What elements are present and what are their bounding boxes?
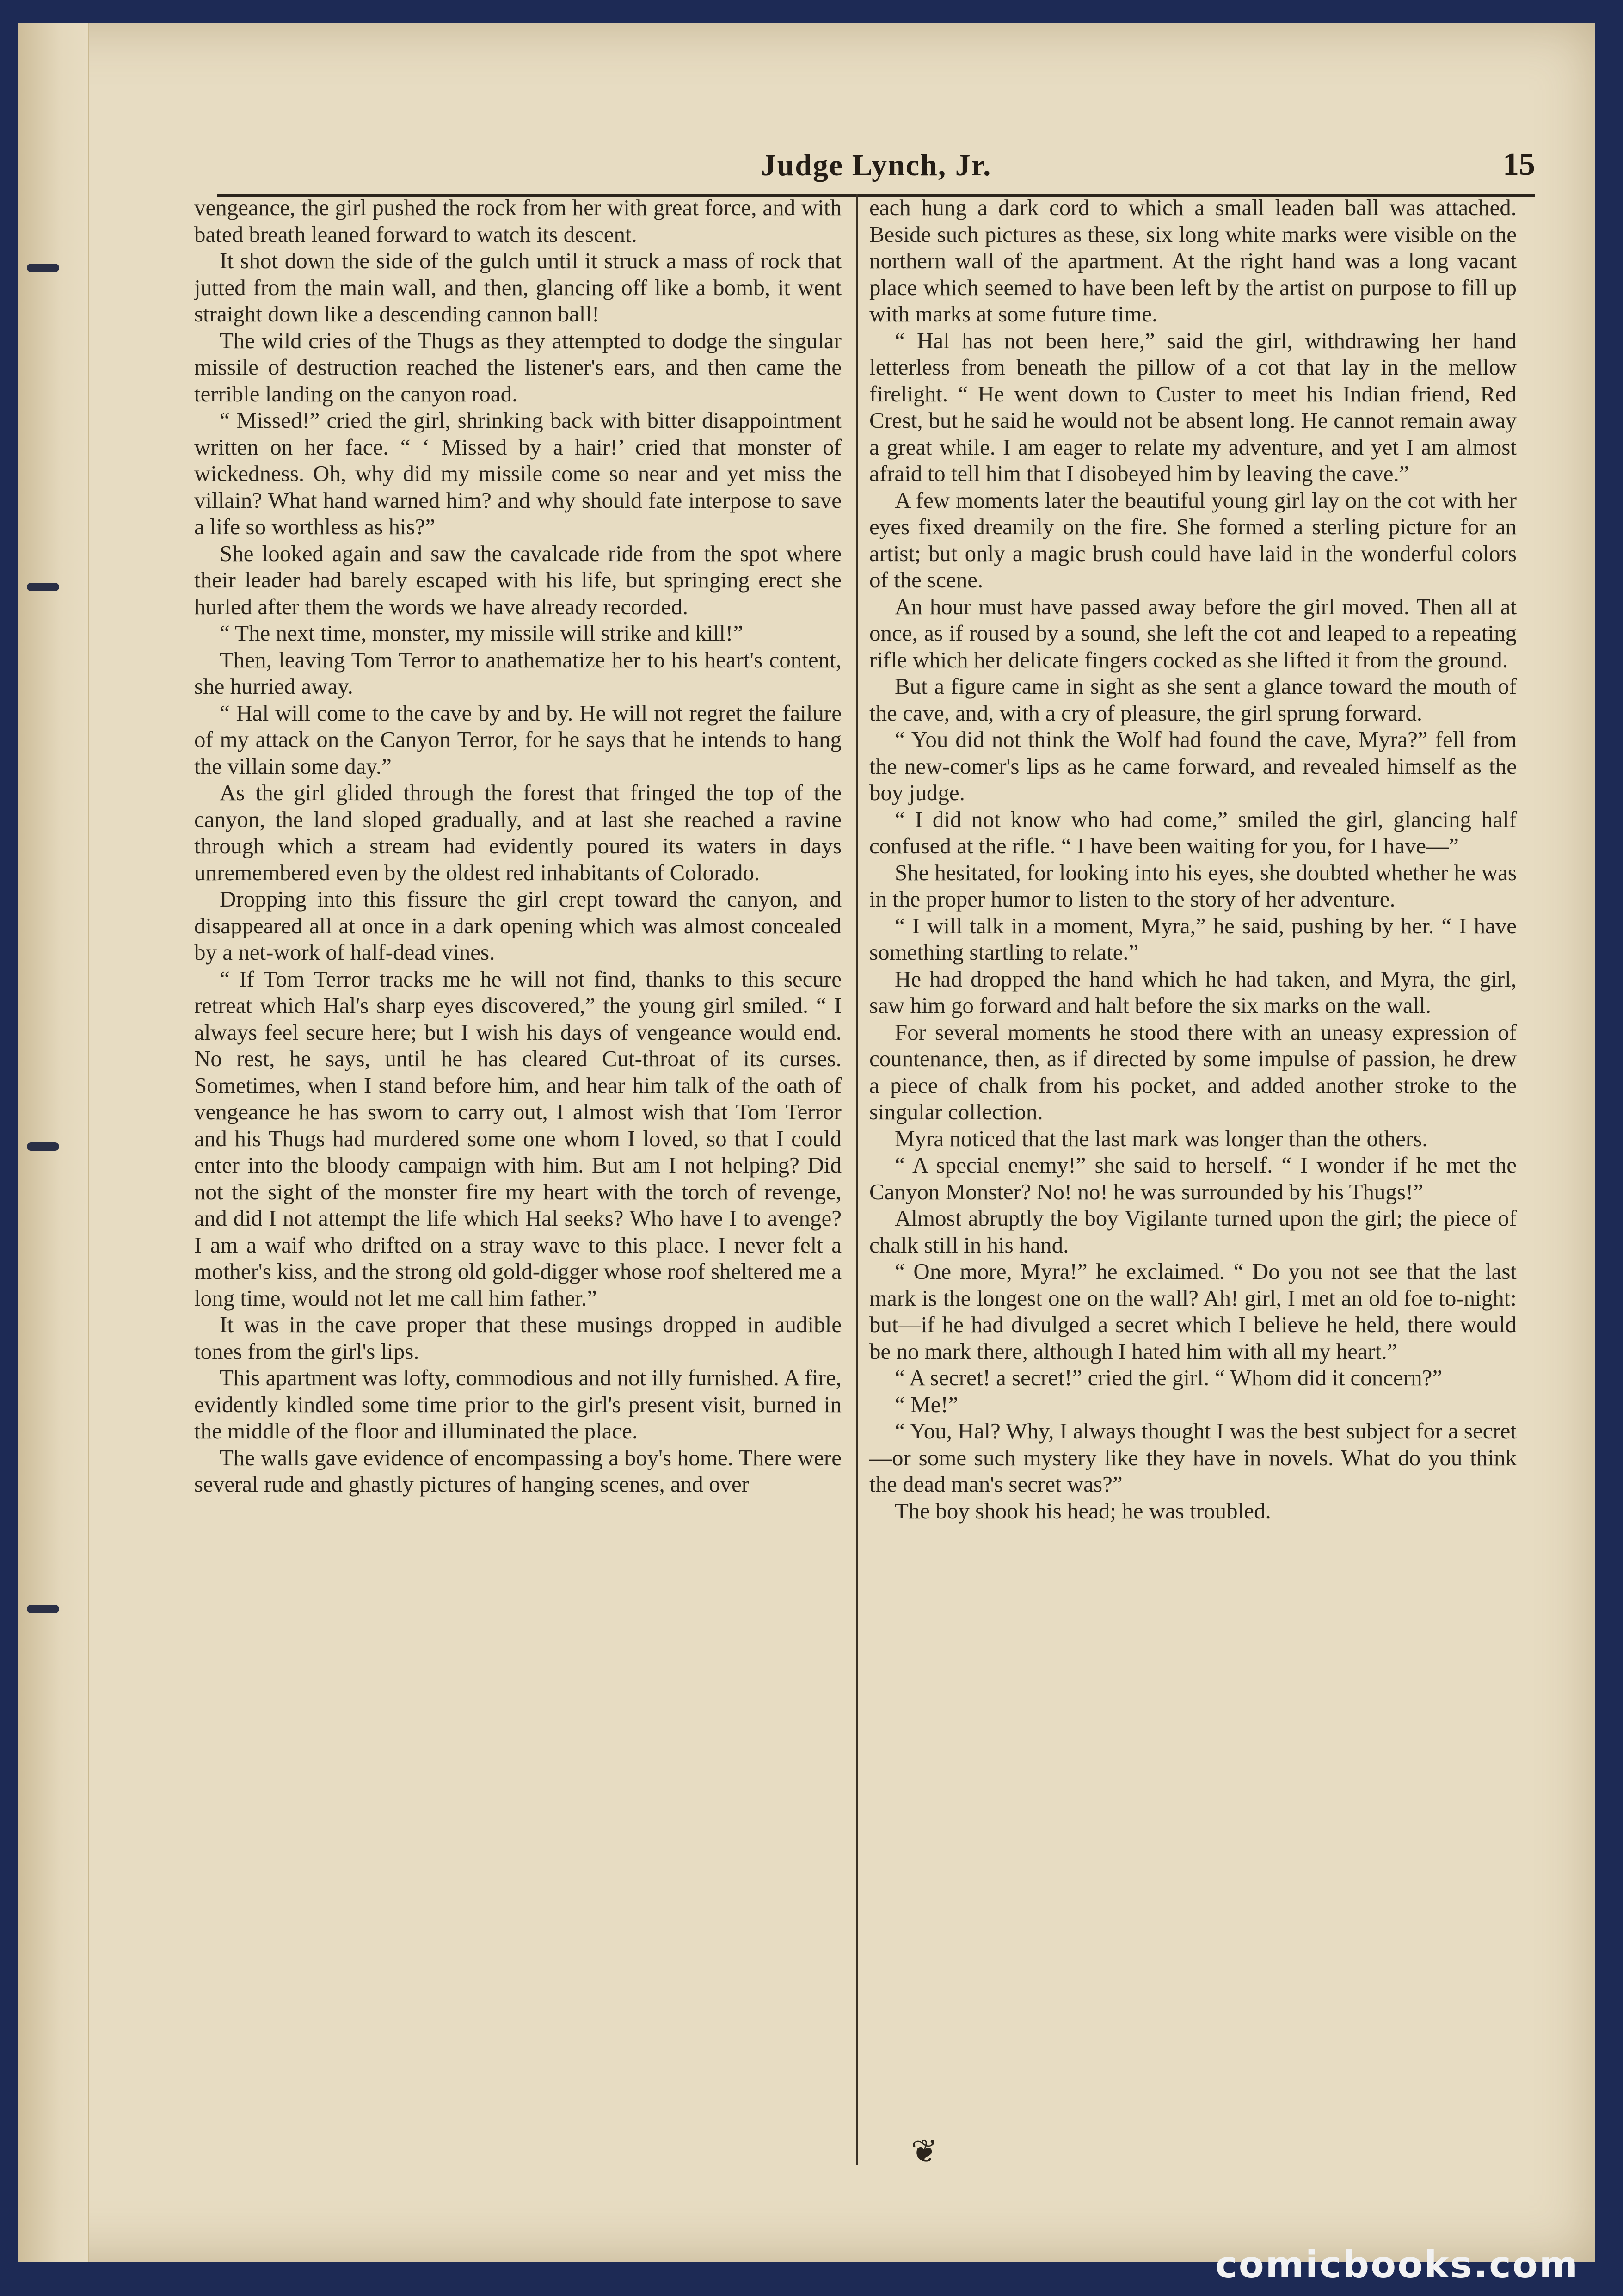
running-title: Judge Lynch, Jr. (761, 148, 992, 182)
binding-hole (27, 264, 59, 272)
paragraph: “ I will talk in a moment, Myra,” he said, pushing by her. “ I have something startling to relate.” (869, 913, 1517, 965)
paragraph: “ You did not think the Wolf had found the cave, Myra?” fell from the new-comer's lips as he came forward, and revealed himself as the boy judge. (869, 727, 1517, 805)
paragraph: “ I did not know who had come,” smiled the girl, glancing half confused at the rifle. “ I have been waiting for you, for I have—” (869, 806, 1517, 858)
page-header (217, 139, 1535, 197)
binding-hole (27, 583, 59, 591)
paragraph: “ Hal has not been here,” said the girl, withdrawing her hand letterless from beneath the pillow of a cot that lay in the mellow firelight. “ He went down to Custer to meet his Indian friend, Red Crest, but he said he would not be absent long. He cannot remain away a great while. I am eager to relate my adventure, and yet I am almost afraid to tell him that I disobeyed him by leaving the cave.” (869, 327, 1517, 486)
printer-ornament-icon: ❦ (911, 2132, 938, 2170)
paragraph: But a figure came in sight as she sent a glance toward the mouth of the cave, and, with a cry of pleasure, the girl sprung forward. (869, 673, 1517, 726)
paragraph: The wild cries of the Thugs as they attempted to dodge the singular missile of destruction reached the listener's ears, and then came the terrible landing on the canyon road. (194, 327, 842, 407)
paragraph: “ Me!” (895, 1391, 959, 1417)
paragraph: “ Missed!” cried the girl, shrinking back with bitter disappointment written on her face. “ ‘ Missed by a hair!’ cried that monster of wickedness. Oh, why did my missile come so near and yet miss the villain? What hand warned him? and why should fate interpose to save a life so worthless as his?” (194, 407, 842, 539)
paragraph: An hour must have passed away before the girl moved. Then all at once, as if roused by a sound, she left the cot and leaped to a repeating rifle which her delicate fingers cocked as she lifted it from the ground. (869, 593, 1517, 673)
paragraph: vengeance, the girl pushed the rock from her with great force, and with bated breath leaned forward to watch its descent. (194, 195, 842, 247)
paragraph: “ A secret! a secret!” cried the girl. “ Whom did it concern?” (895, 1365, 1443, 1390)
column-divider (856, 194, 858, 2165)
page-spine (18, 23, 89, 2262)
paragraph: The boy shook his head; he was troubled. (895, 1498, 1271, 1524)
paragraph: Almost abruptly the boy Vigilante turned upon the girl; the piece of chalk still in his hand. (869, 1205, 1517, 1258)
paragraph: A few moments later the beautiful young girl lay on the cot with her eyes fixed dreamily on the fire. She formed a sterling picture for an artist; but only a magic brush could have laid in the wonderful colors of the scene. (869, 487, 1517, 593)
paragraph: She hesitated, for looking into his eyes, she doubted whether he was in the proper humor to listen to the story of her adventure. (869, 859, 1517, 912)
paragraph: He had dropped the hand which he had taken, and Myra, the girl, saw him go forward and halt before the six marks on the wall. (869, 966, 1517, 1018)
paragraph: It was in the cave proper that these musings dropped in audible tones from the girl's lips. (194, 1312, 842, 1364)
paragraph: This apartment was lofty, commodious and not illy furnished. A fire, evidently kindled some time prior to the girl's present visit, burned in the middle of the floor and illuminated the place. (194, 1365, 842, 1444)
paragraph: As the girl glided through the forest that fringed the top of the canyon, the land sloped gradually, and at last she reached a ravine through which a stream had evidently poured its waters in days unremembered even by the oldest red inhabitants of Colorado. (194, 780, 842, 885)
paragraph: The walls gave evidence of encompassing a boy's home. There were several rude and ghastly pictures of hanging scenes, and over (194, 1444, 842, 1497)
paragraph: It shot down the side of the gulch until it struck a mass of rock that jutted from the main wall, and then, glancing off like a bomb, it went straight down like a descending cannon ball! (194, 248, 842, 327)
paragraph: Then, leaving Tom Terror to anathematize her to his heart's content, she hurried away. (194, 647, 842, 699)
binding-hole (27, 1605, 59, 1613)
left-column (194, 194, 842, 2165)
paragraph: “ A special enemy!” she said to herself. “ I wonder if he met the Canyon Monster? No! no! he was surrounded by his Thugs!” (869, 1152, 1517, 1204)
paragraph: “ You, Hal? Why, I always thought I was the best subject for a secret—or some such mystery like they have in novels. What do you think the dead man's secret was?” (869, 1418, 1517, 1497)
paragraph: each hung a dark cord to which a small leaden ball was attached. Beside such pictures as these, six long white marks were visible on the northern wall of the apartment. At the right hand was a long vacant place which seemed to have been left by the artist on purpose to fill up with marks at some future time. (869, 195, 1517, 327)
right-column (869, 194, 1517, 2165)
paragraph: “ If Tom Terror tracks me he will not find, thanks to this secure retreat which Hal's sharp eyes discovered,” the young girl smiled. “ I always feel secure here; but I wish his days of vengeance would end. No rest, he says, until he has cleared Cut-throat of its curses. Sometimes, when I stand before him, and hear him talk of the oath of vengeance he has sworn to carry out, I almost wish that Tom Terror and his Thugs had murdered some one whom I loved, so that I could enter into the bloody campaign with him. But am I not helping? Did not the sight of the monster fire my heart with the torch of revenge, and did I not attempt the life which Hal seeks? Who have I to avenge? I am a waif who drifted on a stray wave to this place. I never felt a mother's kiss, and the strong old gold-digger whose roof sheltered me a long time, would not let me call him father.” (194, 966, 842, 1311)
paragraph: Myra noticed that the last mark was longer than the others. (895, 1125, 1428, 1151)
paragraph: For several moments he stood there with an uneasy expression of countenance, then, as if directed by some impulse of passion, he drew a piece of chalk from his pocket, and added another stroke to the singular collection. (869, 1019, 1517, 1124)
paragraph: She looked again and saw the cavalcade ride from the spot where their leader had barely escaped with his life, but springing erect she hurled after them the words we have already recorded. (194, 540, 842, 619)
page-number: 15 (1503, 147, 1535, 182)
watermark: comicbooks.com (1215, 2243, 1579, 2286)
paragraph: “ Hal will come to the cave by and by. He will not regret the failure of my attack on the Canyon Terror, for he says that he intends to hang the villain some day.” (194, 700, 842, 779)
binding-hole (27, 1142, 59, 1151)
paragraph: “ The next time, monster, my missile will strike and kill!” (220, 620, 744, 646)
paragraph: Dropping into this fissure the girl crept toward the canyon, and disappeared all at once in a dark opening which was almost concealed by a net-work of half-dead vines. (194, 886, 842, 965)
paragraph: “ One more, Myra!” he exclaimed. “ Do you not see that the last mark is the longest one on the wall? Ah! girl, I met an old foe to-night: but—if he had divulged a secret which I believe he held, there would be no mark there, although I hated him with all my heart.” (869, 1259, 1517, 1364)
